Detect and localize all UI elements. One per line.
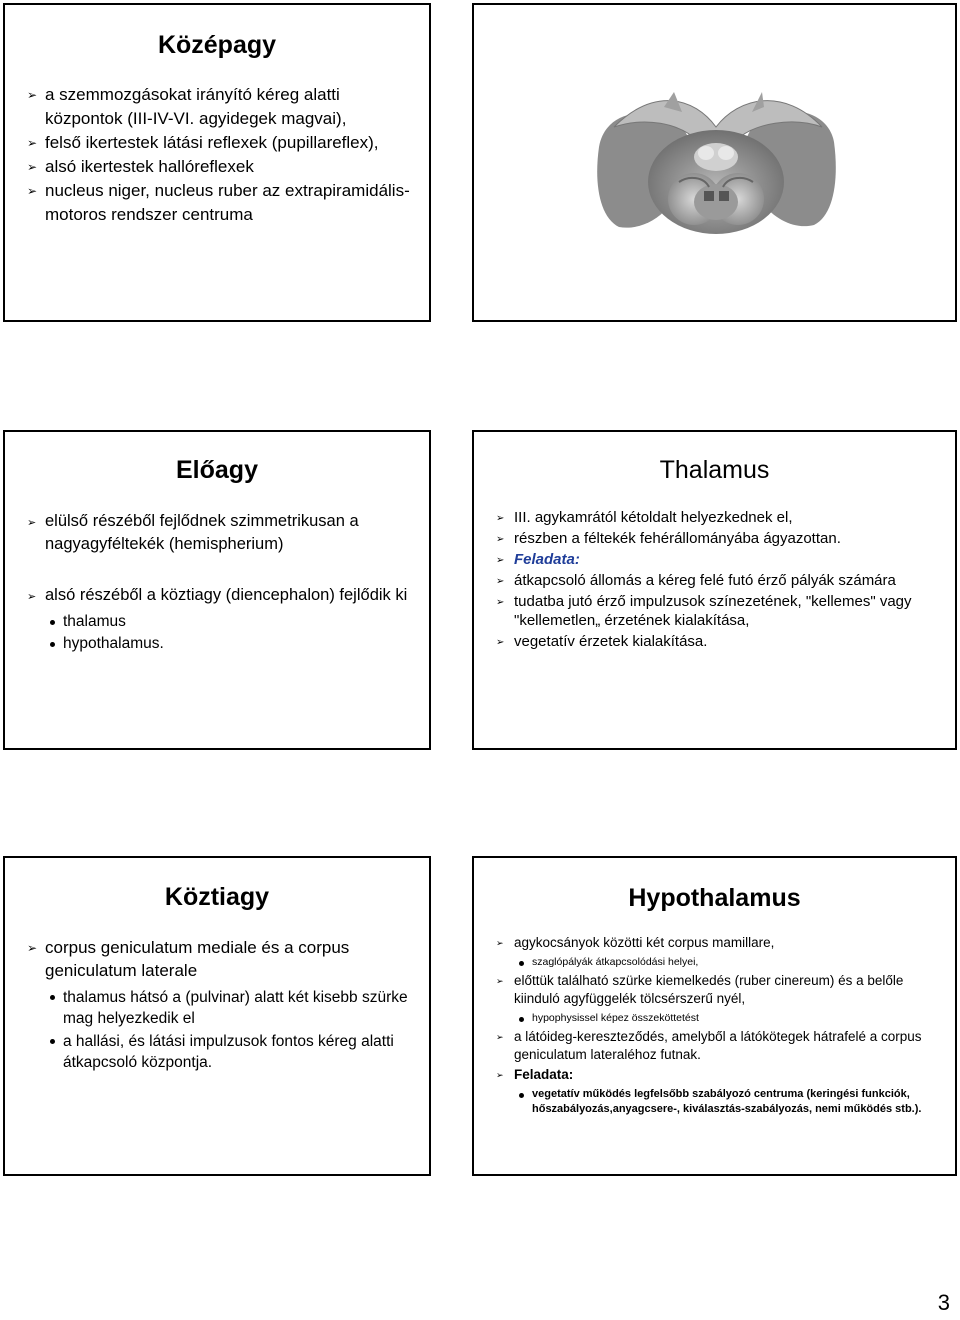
- sub-list: [514, 1087, 941, 1117]
- bullet-list: [27, 83, 422, 227]
- list-item: ➢ vegetatív érzetek kialakítása.: [496, 632, 936, 651]
- slide-hypothalamus: [472, 856, 957, 1176]
- list-item: ➢ nucleus niger, nucleus ruber az extrapiramidális-motoros rendszer centruma: [27, 179, 422, 227]
- list-item: ➢ III. agykamrától kétoldalt helyezkednek el,: [496, 508, 936, 527]
- sub-list: [514, 1011, 941, 1026]
- list-item-text: corpus geniculatum mediale és a corpus geniculatum laterale: [45, 938, 350, 980]
- list-item-text: alsó részéből a köztiagy (diencephalon) fejlődik ki: [45, 586, 408, 604]
- list-item: ➢ felső ikertestek látási reflexek (pupillareflex),: [27, 131, 422, 155]
- list-item: ➢ a szemmozgásokat irányító kéreg alatti központok (III-IV-VI. agyidegek magvai),: [27, 83, 422, 131]
- list-item: [496, 550, 936, 569]
- list-item: [496, 1028, 941, 1064]
- slide-koztiagy: [3, 856, 431, 1176]
- sub-list: [514, 955, 941, 970]
- sub-list: [45, 611, 417, 655]
- sub-list-item: thalamus: [45, 611, 417, 633]
- sub-list-item: hypothalamus.: [45, 633, 417, 655]
- list-item: ➢ részben a féltekék fehérállományába ágyazottan.: [496, 529, 936, 548]
- list-item: [27, 510, 417, 556]
- bullet-list: [27, 510, 417, 655]
- sub-list-item: hypophysissel képez összeköttetést: [514, 1011, 941, 1026]
- slide-image: [472, 3, 957, 322]
- slide-title: Thalamus: [659, 456, 770, 484]
- slide-title: Középagy: [157, 31, 277, 59]
- slide-title: Köztiagy: [164, 883, 270, 911]
- list-item-text: előttük található szürke kiemelkedés (ruber cinereum) és a belőle kiinduló agyfüggelék tölcsérszerű nyél,: [514, 973, 904, 1006]
- list-item: ➢ tudatba jutó érző impulzusok színezetének, "kellemes" vagy "kellemetlen„ érzetének kialakítása,: [496, 592, 936, 630]
- list-item: [27, 936, 417, 1073]
- sub-list-item: thalamus hátsó a (pulvinar) alatt két kisebb szürke mag helyezkedik el: [45, 987, 417, 1029]
- list-item-text: a látóideg-kereszteződés, amelyből a látókötegek hátrafelé a corpus geniculatum lateraléhoz futnak.: [514, 1029, 922, 1062]
- bullet-list: [496, 508, 936, 653]
- list-item: [496, 934, 941, 970]
- list-item: [27, 584, 417, 655]
- list-item: [496, 972, 941, 1026]
- list-item: ➢ átkapcsoló állomás a kéreg felé futó érző pályák számára: [496, 571, 936, 590]
- list-item: [496, 1066, 941, 1117]
- bullet-list: [27, 936, 417, 1075]
- feladata-label: Feladata:: [514, 551, 580, 568]
- list-item: ➢ alsó ikertestek hallóreflexek: [27, 155, 422, 179]
- slide-thalamus: [472, 430, 957, 750]
- sub-list-item: szaglópályák átkapcsolódási helyei,: [514, 955, 941, 970]
- slide-title: Hypothalamus: [628, 884, 801, 912]
- slide-kozepagy: [3, 3, 431, 322]
- list-item-text: elülső részéből fejlődnek szimmetrikusan a nagyagyféltekék (hemispherium): [45, 512, 359, 553]
- bullet-list: [496, 934, 941, 1119]
- sub-list-item: a hallási, és látási impulzusok fontos kéreg alatti átkapcsoló központja.: [45, 1031, 417, 1073]
- sub-list-item: vegetatív működés legfelsőbb szabályozó centruma (keringési funkciók, hőszabályozás,anyagcsere-, kiválasztás-szabályozás, nemi működés stb.).: [514, 1087, 941, 1117]
- feladata-label: Feladata:: [514, 1067, 574, 1082]
- slide-eloagy: [3, 430, 431, 750]
- slide-title: Előagy: [176, 456, 258, 484]
- page-number: 3: [937, 1290, 950, 1315]
- sub-list: [45, 987, 417, 1073]
- midbrain-cross-section-image: [594, 87, 839, 237]
- list-item-text: agykocsányok közötti két corpus mamillare,: [514, 935, 775, 950]
